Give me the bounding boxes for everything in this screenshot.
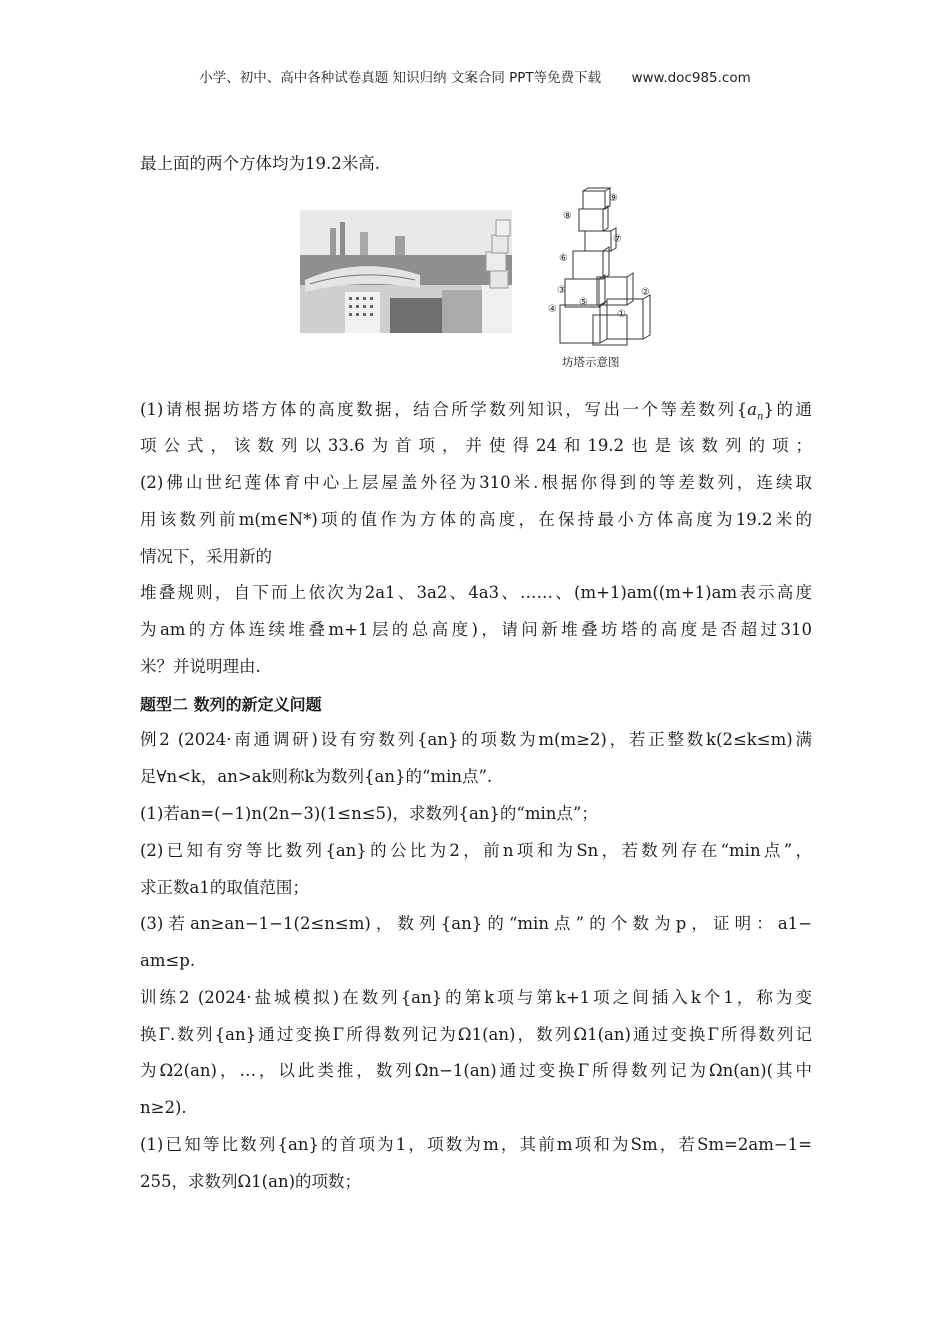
example-2-part-3-line-1: (3)若an≥an−1−1(2≤n≤m)，数列{an}的“min点”的个数为p，证明：a1− bbox=[140, 914, 812, 933]
example-2-part-1: (1)若an=(−1)n(2n−3)(1≤n≤5)，求数列{an}的“min点”； bbox=[140, 804, 598, 823]
question-1-line-1: (1)请根据坊塔方体的高度数据，结合所学数列知识，写出一个等差数列$\{a_n\}$的通 bbox=[140, 400, 813, 423]
training-2-part-1-line-1: (1)已知等比数列{an}的首项为1，项数为m，其前m项和为Sm，若Sm=2am−1= bbox=[140, 1135, 812, 1154]
example-2-line-2: 足∀n<k，an>ak则称k为数列{an}的“min点”. bbox=[140, 767, 493, 786]
figure-caption: 坊塔示意图 bbox=[562, 355, 620, 369]
training-2-line-2: 换Γ.数列{an}通过变换Γ所得数列记为Ω1(an)，数列Ω1(an)通过变换Γ所得数列记 bbox=[140, 1025, 812, 1044]
example-2-part-3-line-2: am≤p. bbox=[140, 951, 196, 970]
cube-label-5: ⑤ bbox=[579, 297, 588, 308]
training-2-line-4: n≥2). bbox=[140, 1098, 187, 1117]
header-url[interactable]: www.doc985.com bbox=[631, 70, 751, 86]
question-1-line-2: 项公式，该数列以33.6为首项，并使得24和19.2也是该数列的项； bbox=[140, 436, 812, 455]
section-heading: 题型二 数列的新定义问题 bbox=[140, 695, 322, 714]
question-2-line-4: 堆叠规则，自下而上依次为2a1、3a2、4a3、……、(m+1)am((m+1)am表示高度 bbox=[140, 583, 812, 602]
question-2-line-3: 情况下，采用新的 bbox=[140, 547, 272, 566]
example-2-part-2-line-1: (2)已知有穷等比数列{an}的公比为2，前n项和为Sn，若数列存在“min点”， bbox=[140, 841, 812, 860]
cube-label-7: ⑦ bbox=[613, 234, 622, 245]
cube-label-8: ⑧ bbox=[563, 211, 572, 222]
text-line: 最上面的两个方体均为19.2米高. bbox=[140, 154, 380, 173]
cube-label-2: ② bbox=[641, 287, 650, 298]
training-2-line-3: 为Ω2(an)，…，以此类推，数列Ωn−1(an)通过变换Γ所得数列记为Ωn(an)(其中 bbox=[140, 1061, 812, 1080]
cube-label-4: ④ bbox=[548, 304, 557, 315]
stadium-tower-photo bbox=[300, 210, 512, 333]
cube-label-1: ① bbox=[617, 309, 626, 320]
question-2-line-6: 米？并说明理由. bbox=[140, 657, 261, 676]
question-2-line-2: 用该数列前m(m∈N*)项的值作为方体的高度，在保持最小方体高度为19.2米的 bbox=[140, 510, 812, 529]
question-2-line-1: (2)佛山世纪莲体育中心上层屋盖外径为310米.根据你得到的等差数列，连续取 bbox=[140, 473, 812, 492]
header-site-text: 小学、初中、高中各种试卷真题 知识归纳 文案合同 PPT等免费下载 bbox=[199, 70, 602, 86]
example-2-part-2-line-2: 求正数a1的取值范围； bbox=[140, 878, 309, 897]
question-2-line-5: 为am的方体连续堆叠m+1层的总高度)，请问新堆叠坊塔的高度是否超过310 bbox=[140, 620, 812, 639]
cube-label-3: ③ bbox=[557, 285, 566, 296]
cube-label-9: ⑨ bbox=[609, 193, 618, 204]
tower-diagram bbox=[545, 187, 665, 377]
page-header bbox=[0, 66, 950, 86]
training-2-part-1-line-2: 255，求数列Ω1(an)的项数； bbox=[140, 1172, 362, 1191]
cube-label-6: ⑥ bbox=[559, 253, 568, 264]
training-2-line-1: 训练2 (2024·盐城模拟)在数列{an}的第k项与第k+1项之间插入k个1，称为变 bbox=[140, 988, 812, 1007]
example-2-line-1: 例2 (2024·南通调研)设有穷数列{an}的项数为m(m≥2)，若正整数k(2≤k≤m)满 bbox=[140, 730, 812, 749]
